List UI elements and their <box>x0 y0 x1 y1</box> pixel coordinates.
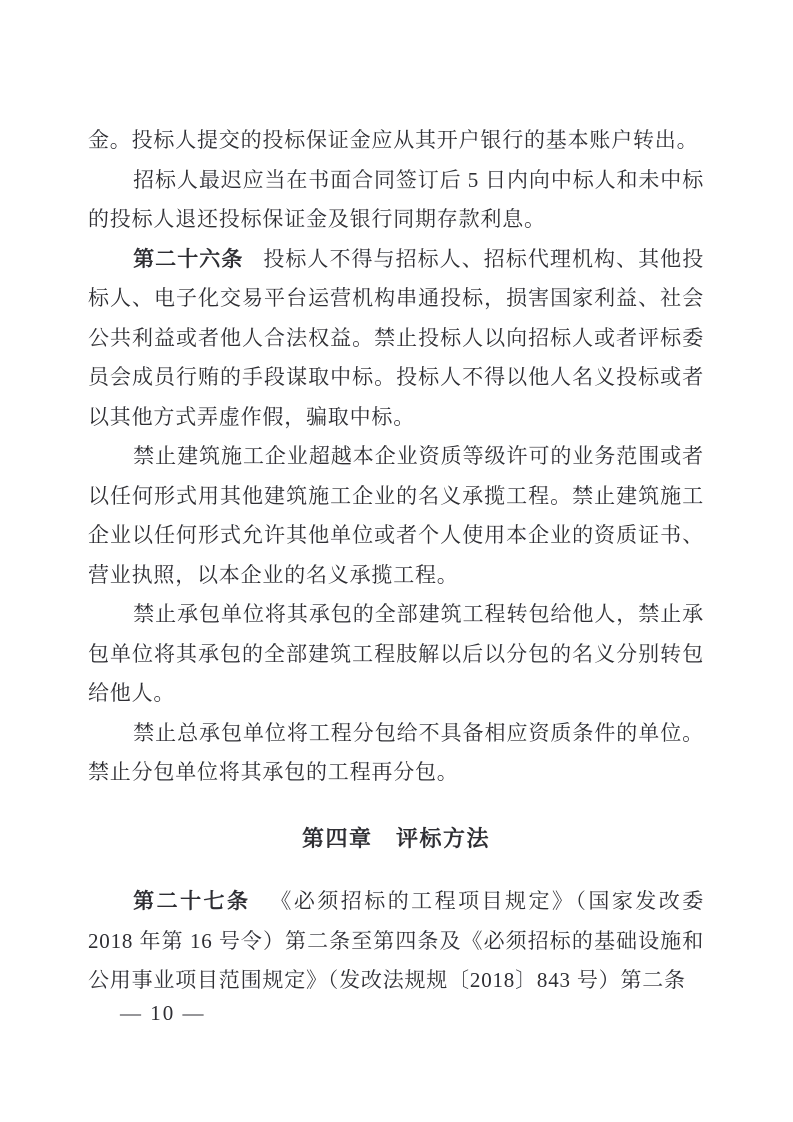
chapter-heading: 第四章 评标方法 <box>301 825 490 851</box>
paragraph-deposit-refund: 招标人最迟应当在书面合同签订后 5 日内向中标人和未中标的投标人退还投标保证金及银行同期存款利息。 <box>88 167 704 231</box>
article-26-text: 投标人不得与招标人、招标代理机构、其他投标人、电子化交易平台运营机构串通投标，损害国家利益、社会公共利益或者他人合法权益。禁止投标人以向招标人或者评标委员会成员行贿的手段谋取中标。投标人不得以他人名义投标或者以其他方式弄虚作假，骗取中标。 <box>88 246 704 429</box>
paragraph-subcontract-ban: 禁止承包单位将其承包的全部建筑工程转包给他人，禁止承包单位将其承包的全部建筑工程肢解以后以分包的名义分别转包给他人。 <box>88 602 704 705</box>
article-26-number: 第二十六条 <box>133 246 244 271</box>
page-number: — 10 — <box>120 1001 206 1025</box>
page-content <box>88 121 704 1001</box>
article-27-text: 《必须招标的工程项目规定》（国家发改委 2018 年第 16 号令）第二条至第四条及《必须招标的基础设施和公用事业项目范围规定》（发改法规规〔2018〕843 号）第二条 <box>88 889 704 992</box>
article-27-number: 第二十七条 <box>133 889 251 913</box>
paragraph-continuation: 金。投标人提交的投标保证金应从其开户银行的基本账户转出。 <box>88 128 699 152</box>
paragraph-qualification-ban: 禁止建筑施工企业超越本企业资质等级许可的业务范围或者以任何形式用其他建筑施工企业的名义承揽工程。禁止建筑施工企业以任何形式允许其他单位或者个人使用本企业的资质证书、营业执照，以本企业的名义承揽工程。 <box>88 444 704 587</box>
paragraph-resubcontract-ban: 禁止总承包单位将工程分包给不具备相应资质条件的单位。禁止分包单位将其承包的工程再分包。 <box>88 720 704 784</box>
paragraph-article-27 <box>88 882 704 1001</box>
paragraph-article-26 <box>88 240 704 438</box>
